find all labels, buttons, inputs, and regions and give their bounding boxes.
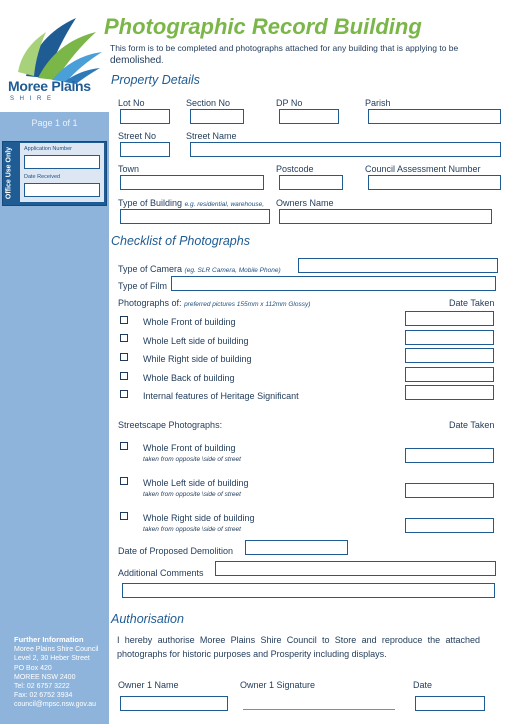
date-taken-header: Date Taken bbox=[449, 298, 495, 308]
type-of-camera-field[interactable] bbox=[298, 258, 498, 273]
item-internal-label: Internal features of Heritage Significant bbox=[143, 391, 299, 401]
checkbox-left[interactable] bbox=[120, 334, 128, 342]
section-no-field[interactable] bbox=[190, 109, 244, 124]
date-received-label: Date Received bbox=[24, 174, 61, 180]
street-right-label: Whole Right side of building bbox=[143, 513, 255, 523]
council-assessment-label: Council Assessment Number bbox=[365, 164, 481, 174]
property-details-heading: Property Details bbox=[111, 73, 200, 87]
date-street-left-field[interactable] bbox=[405, 483, 494, 498]
page-title: Photographic Record Building bbox=[104, 14, 422, 39]
further-line: Level 2, 30 Heber Street bbox=[14, 655, 90, 663]
dp-no-label: DP No bbox=[276, 98, 303, 108]
further-line: Fax: 02 6752 3934 bbox=[14, 692, 73, 700]
photographs-of-label: Photographs of: preferred pictures 155mm x 112mm Glossy) bbox=[118, 298, 311, 308]
additional-comments-label: Additional Comments bbox=[118, 568, 204, 578]
owner-name-label: Owner 1 Name bbox=[118, 680, 179, 690]
application-number-field[interactable] bbox=[24, 155, 100, 169]
type-of-building-label: Type of Building e.g. residential, warehouse, bbox=[118, 198, 265, 208]
street-no-field[interactable] bbox=[120, 142, 170, 157]
item-right-label: While Right side of building bbox=[143, 354, 252, 364]
page-indicator: Page 1 of 1 bbox=[31, 118, 78, 128]
office-use-label: Office Use Only bbox=[5, 146, 13, 199]
postcode-label: Postcode bbox=[276, 164, 314, 174]
logo-sub: S H I R E bbox=[10, 96, 54, 102]
type-of-camera-label: Type of Camera (eg. SLR Camera, Mobile Phone) bbox=[118, 264, 281, 274]
town-label: Town bbox=[118, 164, 140, 174]
item-left-label: Whole Left side of building bbox=[143, 336, 249, 346]
further-line: council@mpsc.nsw.gov.au bbox=[14, 701, 97, 709]
street-right-sub: taken from opposite \side of street bbox=[143, 526, 241, 533]
date-demolition-label: Date of Proposed Demolition bbox=[118, 546, 234, 556]
owner-name-field[interactable] bbox=[120, 696, 228, 711]
parish-field[interactable] bbox=[368, 109, 501, 124]
further-line: MOREE NSW 2400 bbox=[14, 673, 76, 681]
council-assessment-field[interactable] bbox=[368, 175, 501, 190]
checkbox-back[interactable] bbox=[120, 372, 128, 380]
owners-name-field[interactable] bbox=[279, 209, 492, 224]
item-back-label: Whole Back of building bbox=[143, 373, 235, 383]
date-received-field[interactable] bbox=[24, 183, 100, 197]
checkbox-street-left[interactable] bbox=[120, 477, 128, 485]
date-internal-field[interactable] bbox=[405, 385, 494, 400]
checkbox-street-front[interactable] bbox=[120, 442, 128, 450]
street-front-sub: taken from opposite \side of street bbox=[143, 456, 241, 463]
additional-comments-field-2[interactable] bbox=[122, 583, 495, 598]
item-front-label: Whole Front of building bbox=[143, 317, 236, 327]
street-no-label: Street No bbox=[118, 131, 157, 141]
owner-signature-label: Owner 1 Signature bbox=[240, 680, 316, 690]
checkbox-right[interactable] bbox=[120, 353, 128, 361]
date-front-field[interactable] bbox=[405, 311, 494, 326]
street-left-sub: taken from opposite \side of street bbox=[143, 491, 241, 498]
owners-name-label: Owners Name bbox=[276, 198, 334, 208]
lot-no-field[interactable] bbox=[120, 109, 170, 124]
logo-name: Moree Plains bbox=[8, 78, 91, 94]
parish-label: Parish bbox=[365, 98, 391, 108]
checkbox-street-right[interactable] bbox=[120, 512, 128, 520]
date-label: Date bbox=[413, 680, 433, 690]
further-line: PO Box 420 bbox=[14, 664, 52, 672]
date-back-field[interactable] bbox=[405, 367, 494, 382]
street-name-label: Street Name bbox=[186, 131, 237, 141]
date-right-field[interactable] bbox=[405, 348, 494, 363]
section-no-label: Section No bbox=[186, 98, 231, 108]
further-heading: Further Information bbox=[14, 635, 84, 644]
intro-text: This form is to be completed and photographs attached for any building that is applying to be demolished. bbox=[110, 43, 459, 66]
checklist-heading: Checklist of Photographs bbox=[111, 234, 250, 248]
owner-signature-line[interactable] bbox=[243, 708, 395, 710]
street-name-field[interactable] bbox=[190, 142, 501, 157]
application-number-label: Application Number bbox=[24, 146, 72, 152]
town-field[interactable] bbox=[120, 175, 264, 190]
type-of-film-label: Type of Film bbox=[118, 281, 168, 291]
checkbox-front[interactable] bbox=[120, 316, 128, 324]
date-street-front-field[interactable] bbox=[405, 448, 494, 463]
type-of-building-field[interactable] bbox=[120, 209, 270, 224]
checkbox-internal[interactable] bbox=[120, 390, 128, 398]
signature-date-field[interactable] bbox=[415, 696, 485, 711]
type-of-film-field[interactable] bbox=[171, 276, 496, 291]
further-line: Tel: 02 6757 3222 bbox=[14, 683, 70, 691]
lot-no-label: Lot No bbox=[118, 98, 145, 108]
authorisation-text: I hereby authorise Moree Plains Shire Council to Store and reproduce the attached photographs for historic purposes and Prosperity including displays. bbox=[117, 635, 480, 659]
street-left-label: Whole Left side of building bbox=[143, 478, 249, 488]
dp-no-field[interactable] bbox=[279, 109, 339, 124]
date-left-field[interactable] bbox=[405, 330, 494, 345]
street-front-label: Whole Front of building bbox=[143, 443, 236, 453]
authorisation-heading: Authorisation bbox=[111, 612, 184, 626]
streetscape-label: Streetscape Photographs: bbox=[118, 420, 223, 430]
additional-comments-field[interactable] bbox=[215, 561, 496, 576]
streetscape-date-taken-header: Date Taken bbox=[449, 420, 495, 430]
date-street-right-field[interactable] bbox=[405, 518, 494, 533]
further-line: Moree Plains Shire Council bbox=[14, 646, 99, 654]
further-information bbox=[14, 635, 98, 710]
postcode-field[interactable] bbox=[279, 175, 343, 190]
date-demolition-field[interactable] bbox=[245, 540, 348, 555]
